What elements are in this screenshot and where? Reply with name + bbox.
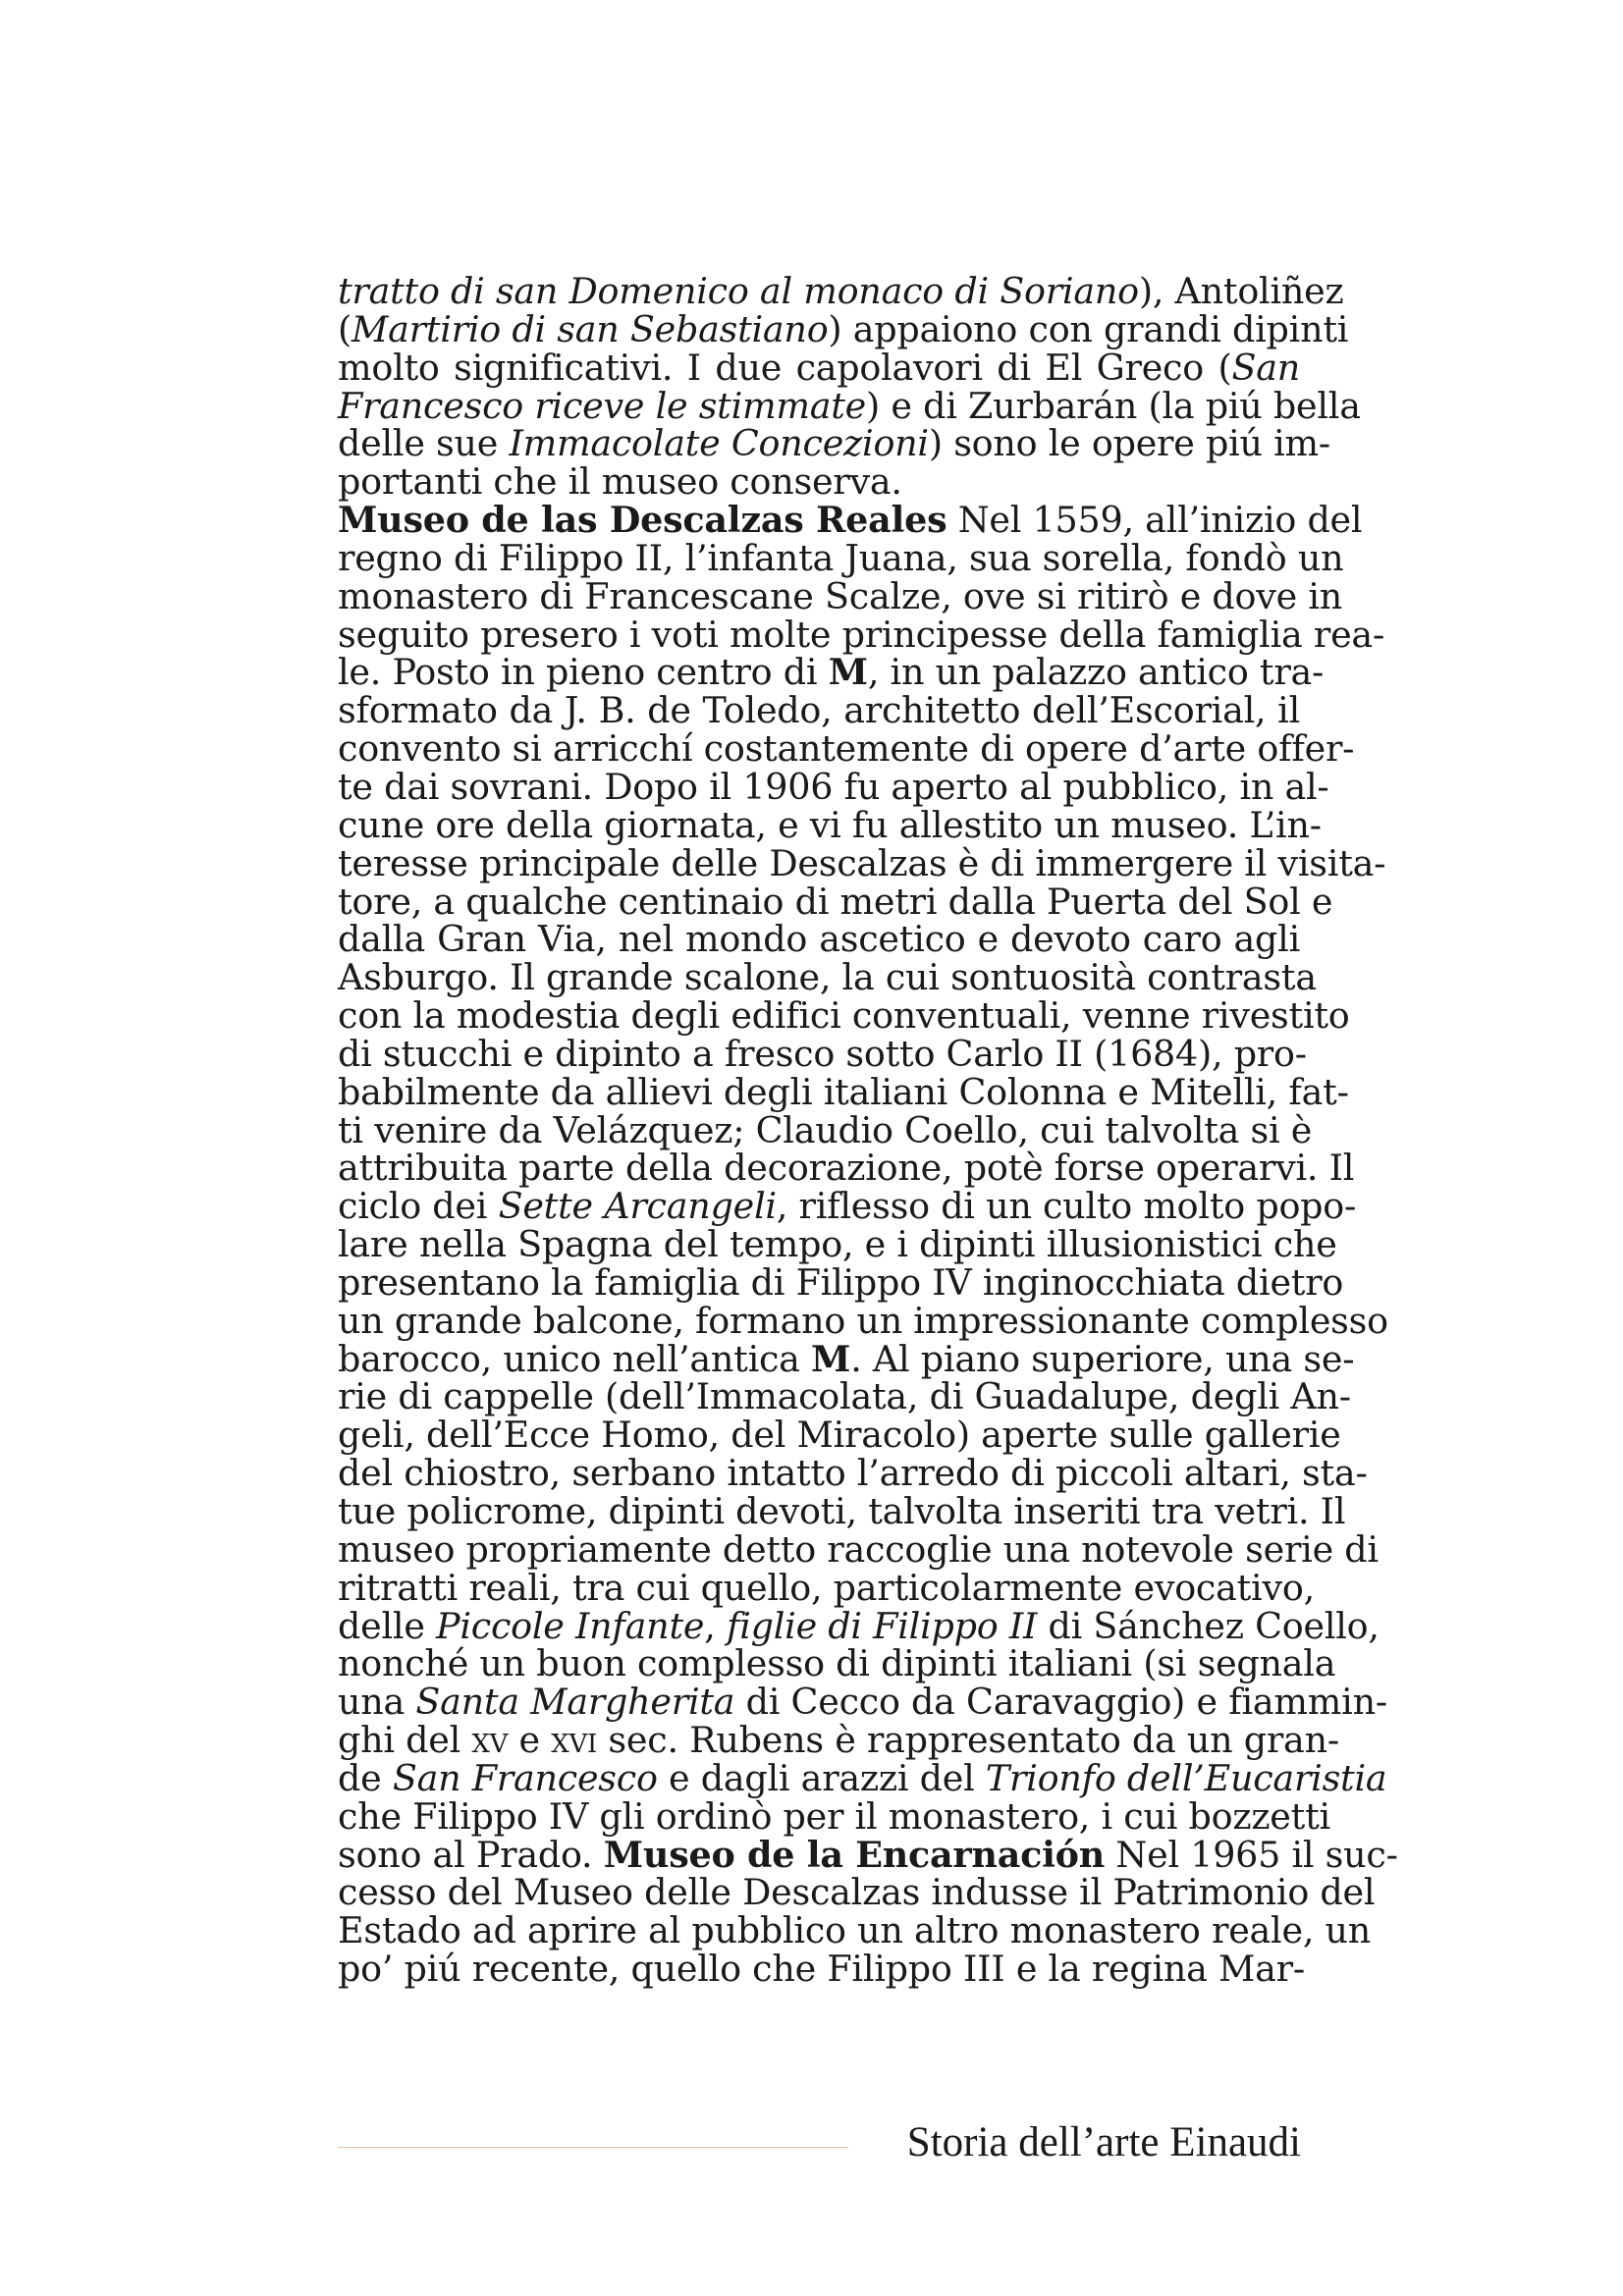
- text-line: ritratti reali, tra cui quello, particolarmente evocativo,: [338, 1566, 1315, 1609]
- italic-title: Piccole Infante: [436, 1604, 705, 1647]
- italic-title: San Francesco: [392, 1756, 658, 1799]
- text-line: seguito presero i voti molte principesse della famiglia rea-: [338, 613, 1385, 656]
- text-line: teresse principale delle Descalzas è di immergere il visita-: [338, 841, 1386, 884]
- city-abbrev: M: [828, 651, 868, 694]
- text-line: convento si arricchí costantemente di opere d’arte offer-: [338, 727, 1355, 771]
- text-line: rie di cappelle (dell’Immacolata, di Guadalupe, degli An-: [338, 1375, 1351, 1418]
- text-line: [338, 1681, 1387, 1724]
- text-line: [338, 1185, 1357, 1228]
- text-line: tue policrome, dipinti devoti, talvolta inseriti tra vetri. Il: [338, 1490, 1346, 1532]
- text-run: . Al piano superiore, una se-: [850, 1337, 1355, 1380]
- text-line: [338, 1719, 1339, 1762]
- text-run: delle sue: [338, 422, 510, 465]
- text-line: [338, 307, 1349, 350]
- section-heading: Museo de las Descalzas Reales: [338, 499, 947, 542]
- text-line: lare nella Spagna del tempo, e i dipinti illusionistici che: [338, 1223, 1337, 1266]
- text-run: Nel 1965 il suc-: [1105, 1833, 1398, 1876]
- italic-title: San: [1231, 346, 1300, 389]
- text-run: sec. Rubens è rappresentato da un gran-: [597, 1719, 1339, 1762]
- city-abbrev: M: [811, 1337, 851, 1380]
- text-line: nonché un buon complesso di dipinti italiani (si segnala: [338, 1642, 1336, 1685]
- text-line: monastero di Francescane Scalze, ove si ritirò e dove in: [338, 574, 1343, 617]
- text-line: [338, 346, 1300, 389]
- text-run: Nel 1559, all’inizio del: [947, 499, 1363, 542]
- text-line: di stucchi e dipinto a fresco sotto Carlo II (1684), pro-: [338, 1032, 1307, 1075]
- text-line: sformato da J. B. de Toledo, architetto dell’Escorial, il: [338, 689, 1300, 732]
- text-run: ) sono le opere piú im-: [928, 422, 1330, 465]
- text-line: ti venire da Velázquez; Claudio Coello, cui talvolta si è: [338, 1108, 1313, 1151]
- italic-title: Santa Margherita: [415, 1681, 735, 1724]
- text-line: te dai sovrani. Dopo il 1906 fu aperto al pubblico, in al-: [338, 765, 1329, 808]
- text-run: de: [338, 1756, 393, 1799]
- text-line: con la modestia degli edifici conventuali, venne rivestito: [338, 994, 1350, 1038]
- text-line: [338, 1756, 1387, 1799]
- text-run: di Sánchez Coello,: [1037, 1604, 1380, 1647]
- text-line: attribuita parte della decorazione, potè forse operarvi. Il: [338, 1147, 1355, 1190]
- text-line: [338, 1833, 1398, 1876]
- century-numeral: xvi: [551, 1719, 598, 1762]
- italic-title: Immacolate Concezioni: [509, 422, 929, 465]
- text-line: un grande balcone, formano un impressionante complesso: [338, 1299, 1388, 1342]
- text-line: po’ piú recente, quello che Filippo III e la regina Mar-: [338, 1948, 1305, 1991]
- italic-title: Sette Arcangeli: [498, 1185, 777, 1228]
- text-run: barocco, unico nell’antica: [338, 1337, 812, 1380]
- text-run: (: [338, 307, 352, 350]
- body-text: [338, 270, 1398, 1991]
- text-run: , riflesso di un culto molto popo-: [776, 1185, 1357, 1228]
- text-line: del chiostro, serbano intatto l’arredo di piccoli altari, sta-: [338, 1452, 1368, 1495]
- italic-title: tratto di san Domenico al monaco di Soriano: [338, 270, 1139, 312]
- text-run: portanti che il museo conserva.: [338, 460, 902, 504]
- text-run: ghi del: [338, 1719, 472, 1762]
- text-line: babilmente da allievi degli italiani Colonna e Mitelli, fat-: [338, 1070, 1349, 1113]
- text-run: ), Antoliñez: [1138, 270, 1344, 312]
- text-line: che Filippo IV gli ordinò per il monastero, i cui bozzetti: [338, 1794, 1330, 1838]
- text-line: [338, 1337, 1355, 1380]
- italic-title: Francesco riceve le stimmate: [338, 384, 867, 427]
- text-run: sono al Prado.: [338, 1833, 604, 1876]
- footer-title: Storia dell’arte Einaudi: [906, 2119, 1301, 2165]
- century-numeral: xv: [471, 1719, 509, 1762]
- text-line: dalla Gran Via, nel mondo ascetico e devoto caro agli: [338, 918, 1300, 961]
- text-line: cune ore della giornata, e vi fu allestito un museo. L’in-: [338, 803, 1322, 846]
- text-run: ciclo dei: [338, 1185, 499, 1228]
- text-run: una: [338, 1681, 416, 1724]
- footer-divider: [338, 2147, 848, 2148]
- text-run: , in un palazzo antico tra-: [867, 651, 1325, 694]
- text-line: cesso del Museo delle Descalzas indusse il Patrimonio del: [338, 1871, 1376, 1914]
- text-run: ) appaiono con grandi dipinti: [828, 307, 1349, 350]
- text-run: e dagli arazzi del: [657, 1756, 986, 1799]
- italic-title: Trionfo dell’Eucaristia: [985, 1756, 1387, 1799]
- text-line: geli, dell’Ecce Homo, del Miracolo) aperte sulle gallerie: [338, 1414, 1341, 1457]
- text-run: le. Posto in pieno centro di: [338, 651, 829, 694]
- text-line: Asburgo. Il grande scalone, la cui sontuosità contrasta: [338, 956, 1317, 999]
- italic-title: figlie di Filippo II: [726, 1604, 1038, 1647]
- text-line: museo propriamente detto raccoglie una notevole serie di: [338, 1527, 1379, 1571]
- text-run: ) e di Zurbarán (la piú bella: [866, 384, 1361, 427]
- text-line: [338, 651, 1325, 694]
- text-run: di Cecco da Caravaggio) e fiammin-: [734, 1681, 1387, 1724]
- text-line: tore, a qualche centinaio di metri dalla Puerta del Sol e: [338, 880, 1333, 923]
- text-line: [338, 499, 1363, 542]
- text-line: [338, 460, 1300, 504]
- text-line: [338, 270, 1344, 312]
- text-line: regno di Filippo II, l’infanta Juana, sua sorella, fondò un: [338, 536, 1344, 579]
- italic-title: Martirio di san Sebastiano: [352, 307, 829, 350]
- text-run: e: [508, 1719, 552, 1762]
- text-run: delle: [338, 1604, 437, 1647]
- text-line: [338, 422, 1330, 465]
- text-line: [338, 384, 1361, 427]
- text-run: ,: [704, 1604, 727, 1647]
- text-line: Estado ad aprire al pubblico un altro monastero reale, un: [338, 1909, 1372, 1952]
- section-heading: Museo de la Encarnación: [603, 1833, 1106, 1876]
- text-line: [338, 1604, 1380, 1647]
- text-line: presentano la famiglia di Filippo IV inginocchiata dietro: [338, 1260, 1344, 1304]
- text-run: molto significativi. I due capolavori di El Greco (: [338, 346, 1232, 389]
